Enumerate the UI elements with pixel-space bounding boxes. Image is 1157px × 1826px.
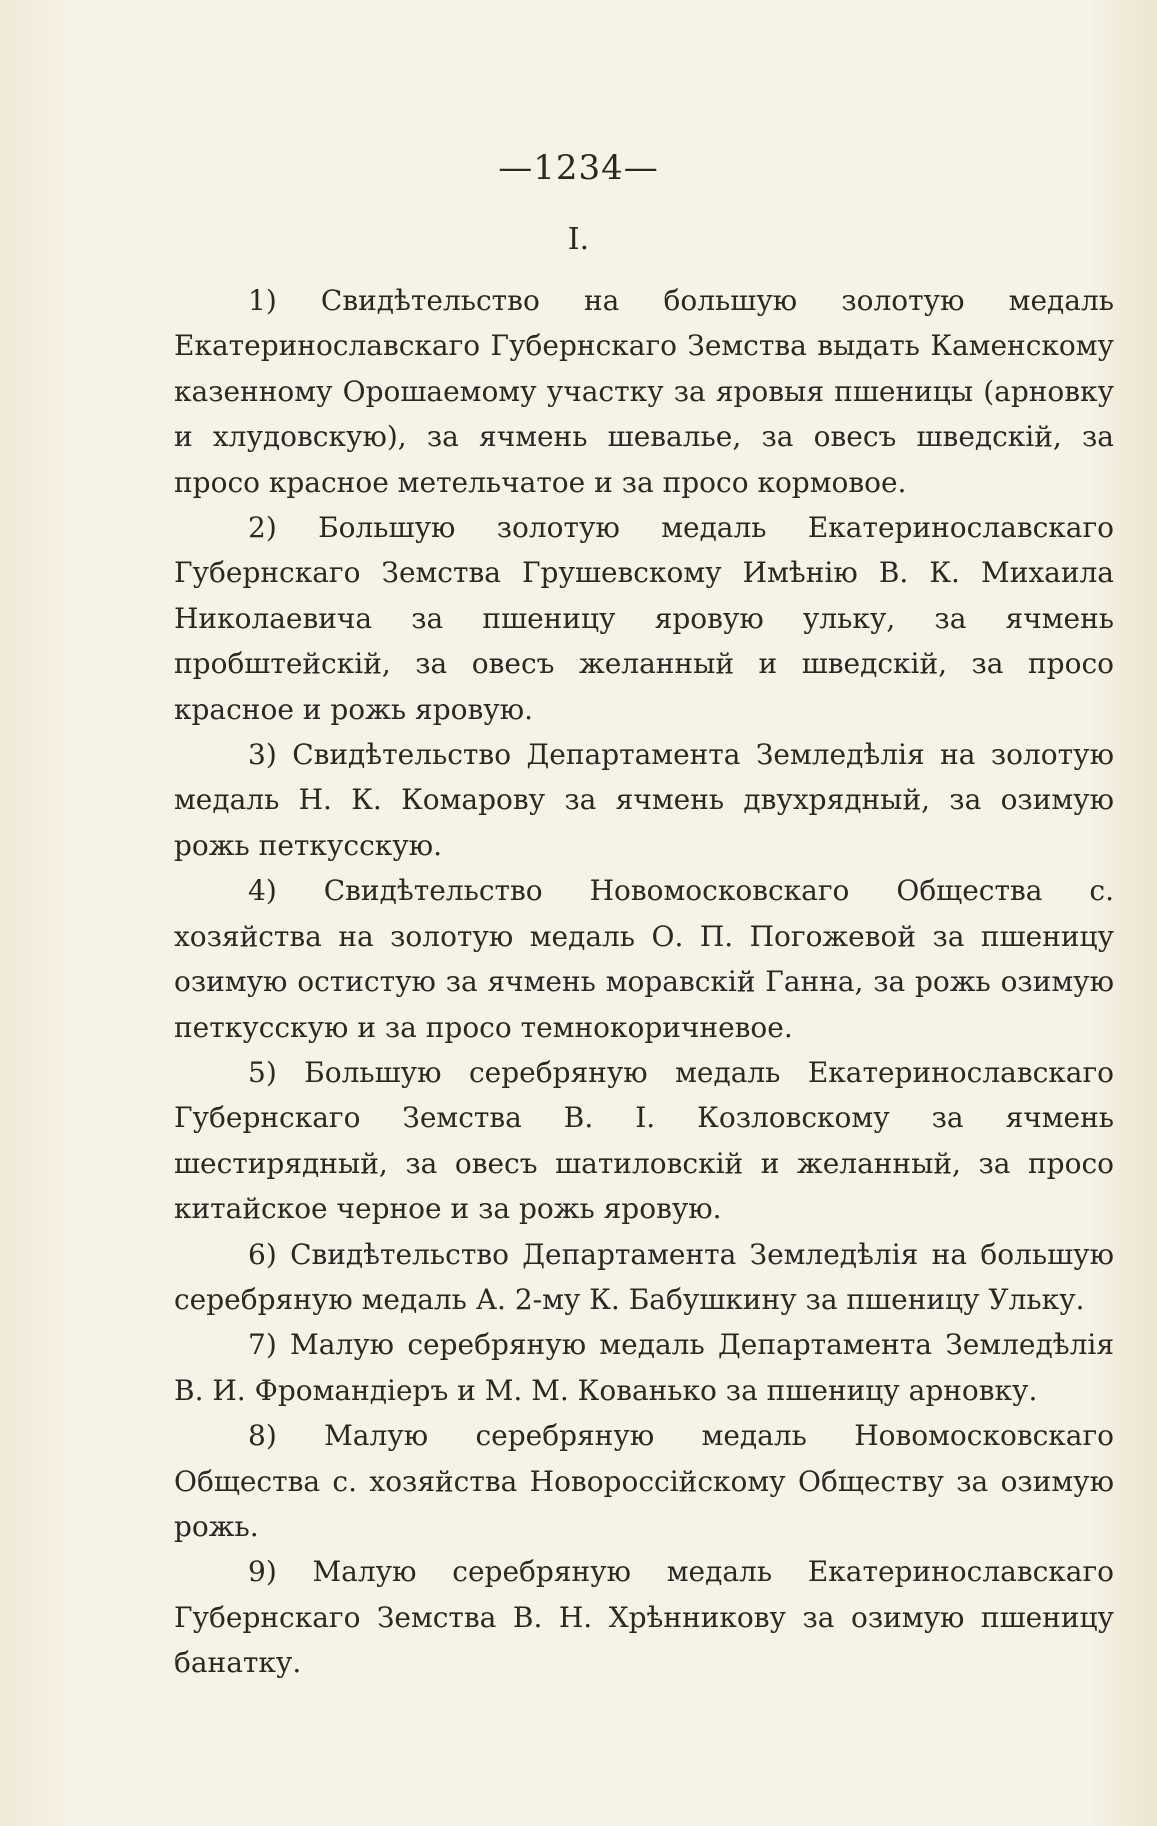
paragraph-5: 5) Большую серебряную медаль Екатеринославскаго Губернскаго Земства В. І. Козловскому за ячмень шестирядный, за овесъ шатиловскій и желанный, за просо китайское черное и за рожь яровую. [174,1055,1114,1226]
paragraph-7: 7) Малую серебряную медаль Департамента Земледѣлія В. И. Фромандіеръ и М. М. Кованько за пшеницу арновку. [174,1328,1114,1407]
section-title: I. [567,222,590,257]
body-text [174,278,1114,1686]
paragraph-8: 8) Малую серебряную медаль Новомосковскаго Общества с. хозяйства Новороссійскому Обществу за озимую рожь. [174,1419,1114,1543]
page-number: —1234— [498,148,659,188]
paragraph-1: 1) Свидѣтельство на большую золотую медаль Екатеринославскаго Губернскаго Земства выдать Каменскому казенному Орошаемому участку за яровыя пшеницы (арновку и хлудовскую), за ячмень шевалье, за овесъ шведскій, за просо красное метельчатое и за просо кормовое. [174,284,1114,499]
paragraph-4: 4) Свидѣтельство Новомосковскаго Общества с. хозяйства на золотую медаль О. П. Погожевой за пшеницу озимую остистую за ячмень моравскій Ганна, за рожь озимую петкусскую и за просо темнокоричневое. [174,874,1114,1044]
paragraph-2: 2) Большую золотую медаль Екатеринославскаго Губернскаго Земства Грушевскому Имѣнію В. К. Михаила Николаевича за пшеницу яровую ульку, за ячмень пробштейскій, за овесъ желанный и шведскій, за просо красное и рожь яровую. [174,511,1114,726]
paragraph-6: 6) Свидѣтельство Департамента Земледѣлія на большую серебряную медаль А. 2-му К. Бабушкину за пшеницу Ульку. [174,1237,1114,1316]
paragraph-3: 3) Свидѣтельство Департамента Земледѣлія на золотую медаль Н. К. Комарову за ячмень двухрядный, за озимую рожь петкусскую. [174,738,1114,862]
paragraph-9: 9) Малую серебряную медаль Екатеринославскаго Губернскаго Земства В. Н. Хрѣнникову за озимую пшеницу банатку. [174,1555,1114,1680]
